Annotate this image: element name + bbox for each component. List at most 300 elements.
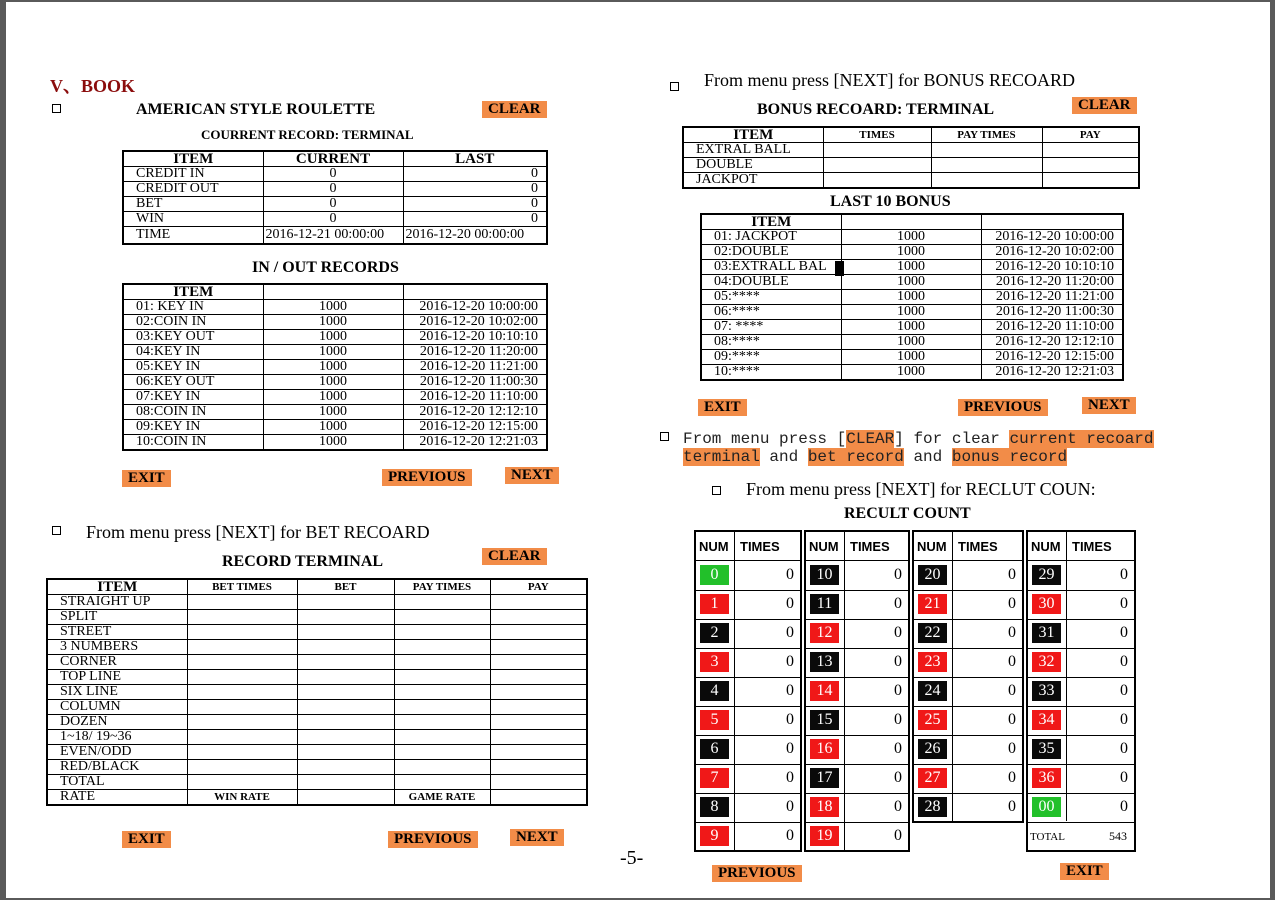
bet-record-table (46, 578, 588, 806)
header-bet: BET (297, 579, 394, 595)
amount-cell: 1000 (263, 300, 403, 315)
recult-intro: From menu press [NEXT] for RECLUT COUN: (746, 479, 1096, 499)
current-cell: 0 (263, 182, 403, 197)
header-pay: PAY (490, 579, 587, 595)
table-cell (394, 775, 490, 790)
recult-exit-button[interactable]: EXIT (1060, 863, 1109, 880)
table-cell (394, 610, 490, 625)
manual-page (6, 2, 1270, 898)
table-row (701, 245, 1123, 260)
table-row (701, 365, 1123, 381)
table-cell (297, 715, 394, 730)
table-row (47, 610, 587, 625)
table-cell (187, 700, 297, 715)
table-cell (490, 640, 587, 655)
table-cell (394, 730, 490, 745)
table-cell (297, 595, 394, 610)
amount-cell: 1000 (841, 275, 981, 290)
time-cell: 2016-12-20 12:12:10 (981, 335, 1123, 350)
bonus-clear-button[interactable]: CLEAR (1072, 97, 1137, 114)
num-header: NUM (809, 539, 839, 554)
times-value: 0 (894, 827, 902, 844)
item-cell: 10:**** (701, 365, 841, 381)
recult-column (804, 530, 910, 852)
item-cell: BET (123, 197, 263, 212)
roulette-number: 19 (810, 826, 839, 846)
table-cell (394, 700, 490, 715)
item-cell: CORNER (47, 655, 187, 670)
times-value: 0 (894, 682, 902, 699)
times-value: 0 (894, 624, 902, 641)
times-value: 0 (786, 624, 794, 641)
time-cell: 2016-12-20 10:00:00 (403, 300, 547, 315)
time-cell: 2016-12-20 10:02:00 (981, 245, 1123, 260)
table-cell (187, 610, 297, 625)
bet-exit-button[interactable]: EXIT (122, 831, 171, 848)
table-cell (394, 670, 490, 685)
roulette-number: 2 (700, 623, 729, 643)
time-cell: 2016-12-20 12:15:00 (981, 350, 1123, 365)
table-row (701, 230, 1123, 245)
item-cell: WIN (123, 212, 263, 227)
amount-cell: 1000 (841, 245, 981, 260)
header-bet-times: BET TIMES (187, 579, 297, 595)
roulette-number: 28 (918, 797, 947, 817)
table-cell (187, 655, 297, 670)
table-cell (187, 775, 297, 790)
last10-table (700, 213, 1124, 381)
header-item: ITEM (123, 151, 263, 167)
header-pay-times: PAY TIMES (931, 127, 1042, 143)
recult-row (806, 706, 908, 736)
table-row (683, 158, 1139, 173)
item-cell: SIX LINE (47, 685, 187, 700)
bonus-record-table (682, 126, 1140, 189)
table-row (701, 335, 1123, 350)
recult-row (696, 706, 800, 736)
recult-row (914, 764, 1022, 794)
times-value: 0 (1120, 682, 1128, 699)
table-cell (394, 745, 490, 760)
clear-note-line2 (683, 448, 1067, 466)
table-cell (490, 775, 587, 790)
times-value: 0 (786, 595, 794, 612)
table-row (47, 700, 587, 715)
table-row (123, 212, 547, 227)
time-cell: 2016-12-20 11:10:00 (981, 320, 1123, 335)
bonus-title: BONUS RECOARD: TERMINAL (757, 101, 995, 118)
num-header: NUM (699, 539, 729, 554)
table-row (123, 330, 547, 345)
roulette-number: 21 (918, 594, 947, 614)
bet-clear-button[interactable]: CLEAR (482, 548, 547, 565)
item-cell: 03:EXTRALL BAL (701, 260, 841, 275)
recult-row (806, 677, 908, 707)
table-cell (490, 745, 587, 760)
roulette-number: 32 (1032, 652, 1061, 672)
recult-row (806, 590, 908, 620)
table-row (47, 760, 587, 775)
item-cell: 04:DOUBLE (701, 275, 841, 290)
times-value: 0 (894, 711, 902, 728)
amount-cell: 1000 (841, 350, 981, 365)
amount-cell: 1000 (841, 260, 981, 275)
last-cell: 0 (403, 182, 547, 197)
roulette-number: 23 (918, 652, 947, 672)
times-value: 0 (894, 798, 902, 815)
amount-cell: 1000 (263, 375, 403, 390)
recult-row (806, 648, 908, 678)
recult-row (696, 735, 800, 765)
time-cell: 2016-12-20 10:02:00 (403, 315, 547, 330)
last-cell: 0 (403, 212, 547, 227)
current-recoard-highlight: current recoard (1009, 430, 1154, 448)
terminal-highlight: terminal (683, 448, 760, 466)
clear-note-text: From menu press [ (683, 430, 847, 448)
recult-row (696, 590, 800, 620)
table-cell (297, 640, 394, 655)
item-cell: 08:**** (701, 335, 841, 350)
recult-column (694, 530, 802, 852)
table-cell (297, 625, 394, 640)
times-value: 0 (786, 827, 794, 844)
table-row (683, 143, 1139, 158)
times-value: 0 (1120, 566, 1128, 583)
roulette-number: 20 (918, 565, 947, 585)
roulette-number: 18 (810, 797, 839, 817)
bonus-exit-button[interactable]: EXIT (698, 399, 747, 416)
table-cell (490, 595, 587, 610)
amount-cell: 1000 (841, 320, 981, 335)
item-cell: 03:KEY OUT (123, 330, 263, 345)
item-cell: 05:**** (701, 290, 841, 305)
table-cell (187, 730, 297, 745)
time-cell: 2016-12-20 12:15:00 (403, 420, 547, 435)
roulette-number: 15 (810, 710, 839, 730)
times-value: 0 (894, 595, 902, 612)
table-cell (187, 625, 297, 640)
page-number: -5- (620, 847, 644, 869)
recult-previous-button[interactable]: PREVIOUS (712, 865, 802, 882)
recult-row (696, 648, 800, 678)
recult-row (914, 561, 1022, 591)
time-cell: 2016-12-20 12:21:03 (403, 435, 547, 451)
recult-row (914, 735, 1022, 765)
item-cell: 07: **** (701, 320, 841, 335)
table-row (701, 260, 1123, 275)
recult-row (1028, 648, 1134, 678)
bet-next-button[interactable]: NEXT (510, 829, 564, 846)
table-cell (187, 760, 297, 775)
amount-cell: 1000 (841, 305, 981, 320)
time-cell: 2016-12-20 12:21:03 (981, 365, 1123, 381)
recult-row (914, 677, 1022, 707)
times-value: 0 (1120, 769, 1128, 786)
times-value: 0 (1008, 624, 1016, 641)
table-row (683, 173, 1139, 189)
roulette-number: 29 (1032, 565, 1061, 585)
item-cell: 07:KEY IN (123, 390, 263, 405)
table-cell (931, 158, 1042, 173)
table-cell (297, 745, 394, 760)
table-row (123, 197, 547, 212)
item-cell: STRAIGHT UP (47, 595, 187, 610)
table-cell (490, 760, 587, 775)
recult-row (806, 619, 908, 649)
recult-row (806, 764, 908, 794)
item-cell: 01: KEY IN (123, 300, 263, 315)
bet-record-highlight: bet record (807, 448, 904, 466)
amount-cell: 1000 (263, 360, 403, 375)
table-row (47, 655, 587, 670)
table-cell (187, 745, 297, 760)
table-cell (1042, 158, 1139, 173)
table-cell (823, 143, 931, 158)
recult-row (806, 735, 908, 765)
item-cell: 02:DOUBLE (701, 245, 841, 260)
item-cell: EVEN/ODD (47, 745, 187, 760)
roulette-number: 30 (1032, 594, 1061, 614)
table-row (123, 420, 547, 435)
total-value: 543 (1109, 829, 1127, 843)
roulette-number: 24 (918, 681, 947, 701)
table-row (123, 360, 547, 375)
table-cell (187, 670, 297, 685)
table-cell (394, 625, 490, 640)
table-cell (490, 790, 587, 806)
table-row (701, 305, 1123, 320)
total-label: TOTAL (1030, 831, 1065, 843)
checkbox-icon (670, 82, 679, 91)
recult-row (914, 706, 1022, 736)
table-cell (187, 715, 297, 730)
item-cell: 10:COIN IN (123, 435, 263, 451)
table-cell (490, 715, 587, 730)
roulette-number: 33 (1032, 681, 1061, 701)
amount-cell: 1000 (263, 330, 403, 345)
item-cell: SPLIT (47, 610, 187, 625)
roulette-clear-button[interactable]: CLEAR (482, 101, 547, 118)
times-value: 0 (786, 682, 794, 699)
times-value: 0 (894, 566, 902, 583)
times-value: 0 (1008, 769, 1016, 786)
item-cell: CREDIT OUT (123, 182, 263, 197)
times-header: TIMES (958, 539, 998, 554)
amount-cell: 1000 (841, 290, 981, 305)
table-row (47, 730, 587, 745)
table-header-row (683, 127, 1139, 143)
times-value: 0 (786, 769, 794, 786)
recult-row (1028, 793, 1134, 823)
table-cell (297, 655, 394, 670)
current-cell: 0 (263, 197, 403, 212)
table-cell (490, 625, 587, 640)
recult-header (696, 532, 800, 561)
table-cell (394, 595, 490, 610)
roulette-number: 3 (700, 652, 729, 672)
current-cell: 2016-12-21 00:00:00 (263, 227, 403, 245)
item-cell: 05:KEY IN (123, 360, 263, 375)
roulette-number: 1 (700, 594, 729, 614)
item-cell: 02:COIN IN (123, 315, 263, 330)
table-row (123, 405, 547, 420)
recult-row (1028, 764, 1134, 794)
item-cell: CREDIT IN (123, 167, 263, 182)
time-cell: 2016-12-20 11:00:30 (403, 375, 547, 390)
last-cell: 0 (403, 167, 547, 182)
times-value: 0 (1008, 711, 1016, 728)
roulette-number: 22 (918, 623, 947, 643)
table-cell (297, 760, 394, 775)
bet-previous-button[interactable]: PREVIOUS (388, 831, 478, 848)
times-value: 0 (894, 740, 902, 757)
item-cell: STREET (47, 625, 187, 640)
roulette-number: 4 (700, 681, 729, 701)
item-cell: 04:KEY IN (123, 345, 263, 360)
roulette-number: 6 (700, 739, 729, 759)
inout-exit-button[interactable]: EXIT (122, 470, 171, 487)
table-cell (823, 158, 931, 173)
times-value: 0 (786, 566, 794, 583)
table-cell (297, 610, 394, 625)
bonus-previous-button[interactable]: PREVIOUS (958, 399, 1048, 416)
table-row (123, 300, 547, 315)
time-cell: 2016-12-20 12:12:10 (403, 405, 547, 420)
recult-row (806, 561, 908, 591)
table-row (123, 375, 547, 390)
times-value: 0 (1008, 595, 1016, 612)
header-current: CURRENT (263, 151, 403, 167)
table-cell (490, 610, 587, 625)
table-row (47, 670, 587, 685)
table-cell (1042, 143, 1139, 158)
roulette-number: 16 (810, 739, 839, 759)
table-header-row (47, 579, 587, 595)
table-cell (490, 655, 587, 670)
recult-row (914, 648, 1022, 678)
item-cell: 06:**** (701, 305, 841, 320)
recult-row (1028, 619, 1134, 649)
table-cell (490, 730, 587, 745)
item-cell: TOP LINE (47, 670, 187, 685)
recult-row (1028, 677, 1134, 707)
times-value: 0 (1120, 740, 1128, 757)
num-header: NUM (917, 539, 947, 554)
roulette-number: 00 (1032, 797, 1061, 817)
header-item: ITEM (683, 127, 823, 143)
item-cell: COLUMN (47, 700, 187, 715)
clear-note-text: and (903, 448, 952, 466)
clear-note-text: and (759, 448, 808, 466)
checkbox-icon (52, 104, 61, 113)
table-row (123, 390, 547, 405)
times-header: TIMES (740, 539, 780, 554)
table-cell (394, 685, 490, 700)
time-cell: 2016-12-20 10:10:10 (981, 260, 1123, 275)
header-pay-times: PAY TIMES (394, 579, 490, 595)
table-row (47, 625, 587, 640)
inout-next-button[interactable]: NEXT (505, 467, 559, 484)
item-cell: 09:**** (701, 350, 841, 365)
bet-intro: From menu press [NEXT] for BET RECOARD (86, 522, 430, 542)
roulette-title: AMERICAN STYLE ROULETTE (136, 101, 376, 118)
item-cell: 3 NUMBERS (47, 640, 187, 655)
table-cell (394, 655, 490, 670)
time-cell: 2016-12-20 11:10:00 (403, 390, 547, 405)
recult-title: RECULT COUNT (844, 505, 971, 522)
item-cell: EXTRAL BALL (683, 143, 823, 158)
table-row (701, 290, 1123, 305)
item-cell: TOTAL (47, 775, 187, 790)
header-times: TIMES (823, 127, 931, 143)
time-cell: 2016-12-20 10:00:00 (981, 230, 1123, 245)
roulette-number: 36 (1032, 768, 1061, 788)
table-header-row (123, 284, 547, 300)
table-cell (297, 700, 394, 715)
amount-cell: 1000 (263, 435, 403, 451)
num-header: NUM (1031, 539, 1061, 554)
header-pay: PAY (1042, 127, 1139, 143)
bonus-intro: From menu press [NEXT] for BONUS RECOARD (704, 70, 1075, 90)
table-cell (931, 173, 1042, 189)
recult-header (806, 532, 908, 561)
bonus-next-button[interactable]: NEXT (1082, 397, 1136, 414)
table-header-row (701, 214, 1123, 230)
inout-previous-button[interactable]: PREVIOUS (382, 469, 472, 486)
table-cell (187, 685, 297, 700)
recult-row (696, 822, 800, 851)
recult-row (1028, 706, 1134, 736)
recult-header (914, 532, 1022, 561)
times-value: 0 (1120, 711, 1128, 728)
table-cell (297, 685, 394, 700)
clear-note (683, 430, 1154, 448)
times-value: 0 (1008, 653, 1016, 670)
current-record-subtitle: COURRENT RECORD: TERMINAL (201, 127, 414, 142)
time-cell: 2016-12-20 11:21:00 (403, 360, 547, 375)
table-row (47, 595, 587, 610)
roulette-number: 27 (918, 768, 947, 788)
table-row (123, 182, 547, 197)
record-terminal-title: RECORD TERMINAL (222, 553, 384, 570)
recult-row (1028, 590, 1134, 620)
clear-key-highlight: CLEAR (846, 430, 895, 448)
cursor-block (835, 261, 844, 276)
recult-row (914, 619, 1022, 649)
table-cell (297, 730, 394, 745)
roulette-number: 12 (810, 623, 839, 643)
roulette-number: 14 (810, 681, 839, 701)
item-cell: TIME (123, 227, 263, 245)
item-cell: 06:KEY OUT (123, 375, 263, 390)
table-cell (297, 670, 394, 685)
time-cell: 2016-12-20 10:10:10 (403, 330, 547, 345)
table-row (47, 790, 587, 806)
recult-row (1028, 735, 1134, 765)
header-last: LAST (403, 151, 547, 167)
times-value: 0 (1008, 740, 1016, 757)
current-record-table (122, 150, 548, 245)
roulette-number: 34 (1032, 710, 1061, 730)
table-cell (187, 640, 297, 655)
checkbox-icon (660, 432, 669, 441)
table-row (701, 350, 1123, 365)
recult-column (912, 530, 1024, 823)
times-value: 0 (1008, 682, 1016, 699)
times-value: 0 (894, 653, 902, 670)
roulette-number: 9 (700, 826, 729, 846)
table-cell (823, 173, 931, 189)
